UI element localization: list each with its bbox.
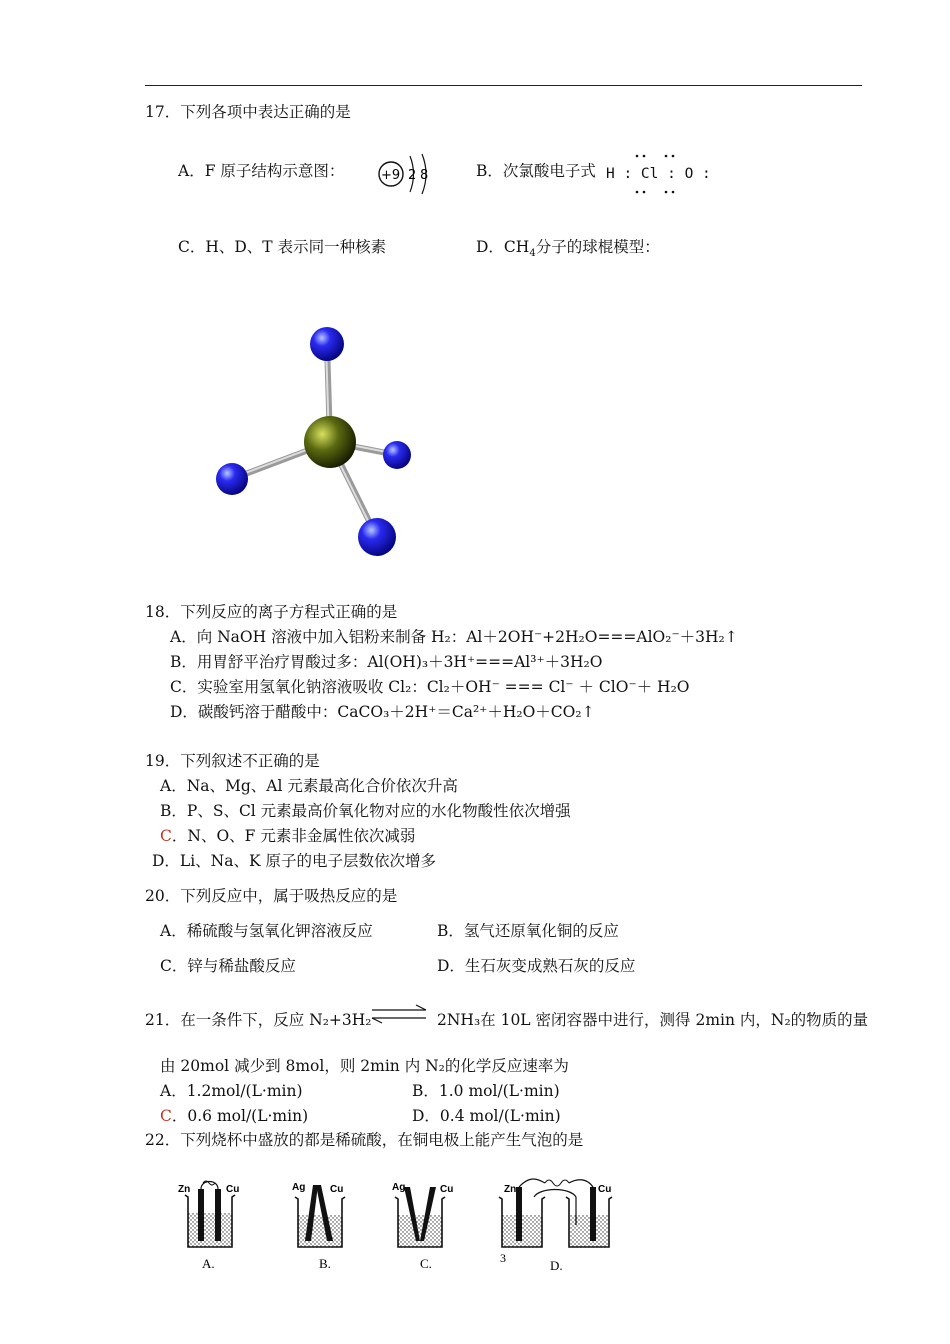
header-rule (145, 85, 862, 86)
page-number: 3 (500, 1251, 506, 1265)
electrode-label: Zn (178, 1184, 191, 1195)
hydrogen-atom (216, 463, 248, 495)
q21-stem-line2: 由 20mol 减少到 8mol，则 2min 内 N₂的化学反应速率为 (160, 1057, 569, 1075)
q20-option-c: C．锌与稀盐酸反应 (160, 957, 296, 975)
beaker-a (178, 1181, 239, 1271)
q21-option-b: B．1.0 mol/(L·min) (412, 1082, 560, 1100)
q19-option-d: D．Li、Na、K 原子的电子层数依次增多 (152, 852, 436, 870)
q19-option-c: C．N、O、F 元素非金属性依次减弱 (160, 827, 416, 845)
hydrogen-atom (383, 441, 411, 469)
q18-stem: 18．下列反应的离子方程式正确的是 (145, 603, 398, 621)
q22-stem: 22．下列烧杯中盛放的都是稀硫酸，在铜电极上能产生气泡的是 (145, 1131, 584, 1149)
hydrogen-atom (310, 327, 344, 361)
cu-electrode (590, 1187, 596, 1241)
shell-1-count: 2 (408, 168, 417, 183)
reversible-arrow-icon (368, 1003, 430, 1025)
q18-option-a: A．向 NaOH 溶液中加入铝粉来制备 H₂：Al＋2OH⁻+2H₂O===AlO₂⁻＋3H₂↑ (170, 628, 738, 646)
q17-option-a: A．F 原子结构示意图： (178, 162, 345, 180)
hclo-electron-formula: H : Cl : O : (606, 166, 711, 182)
q17-option-b: B．次氯酸电子式 (476, 162, 596, 180)
electrode-label: Cu (330, 1184, 344, 1195)
hydrogen-atom (358, 518, 396, 556)
ch4-ball-stick-model (205, 322, 430, 567)
carbon-atom (304, 416, 356, 468)
electrode-label: Cu (440, 1184, 454, 1195)
beaker-d (499, 1179, 612, 1273)
beaker-label: A. (202, 1256, 215, 1271)
q18-option-d: D．碳酸钙溶于醋酸中：CaCO₃＋2H⁺＝Ca²⁺＋H₂O＋CO₂↑ (170, 703, 595, 721)
beaker-b (292, 1182, 345, 1271)
electrode-label: Ag (392, 1182, 406, 1193)
q18-option-c: C．实验室用氢氧化钠溶液吸收 Cl₂：Cl₂＋OH⁻ === Cl⁻ ＋ ClO⁻＋ H₂O (170, 678, 690, 696)
beaker-label: C. (420, 1256, 432, 1271)
q19-option-b: B．P、S、Cl 元素最高价氧化物对应的水化物酸性依次增强 (160, 802, 571, 820)
q19-option-a: A．Na、Mg、Al 元素最高化合价依次升高 (160, 777, 458, 795)
beaker-label: D. (550, 1258, 563, 1273)
q21-stem-part1: 21．在一条件下，反应 N₂+3H₂ (145, 1011, 372, 1029)
q20-stem: 20．下列反应中，属于吸热反应的是 (145, 887, 398, 905)
shell-2-count: 8 (420, 168, 429, 183)
q21-answer-mark: C (160, 1107, 172, 1125)
cu-electrode (215, 1189, 221, 1241)
q21-option-d: D．0.4 mol/(L·min) (412, 1107, 561, 1125)
zn-electrode (198, 1189, 204, 1241)
electrode-label: Zn (504, 1184, 517, 1195)
q17-stem: 17．下列各项中表达正确的是 (145, 103, 351, 121)
q19-stem: 19．下列叙述不正确的是 (145, 752, 320, 770)
beaker-c (392, 1182, 453, 1271)
electron-dots (604, 152, 688, 198)
q20-option-b: B．氢气还原氧化铜的反应 (437, 922, 619, 940)
q21-option-c: C．0.6 mol/(L·min) (160, 1107, 309, 1125)
q21-stem-part2: 2NH₃在 10L 密闭容器中进行，测得 2min 内，N₂的物质的量 (437, 1011, 869, 1029)
electrode-label: Ag (292, 1182, 306, 1193)
zn-electrode (516, 1187, 522, 1241)
beaker-diagrams (170, 1175, 630, 1275)
q20-option-d: D．生石灰变成熟石灰的反应 (437, 957, 636, 975)
beaker-label: B. (319, 1256, 331, 1271)
electrode-label: Cu (598, 1184, 612, 1195)
q20-option-a: A．稀硫酸与氢氧化钾溶液反应 (160, 922, 373, 940)
q21-option-a: A．1.2mol/(L·min) (160, 1082, 303, 1100)
q18-option-b: B．用胃舒平治疗胃酸过多：Al(OH)₃＋3H⁺===Al³⁺＋3H₂O (170, 653, 603, 671)
fluorine-atom-diagram (375, 148, 435, 200)
electrode-label: Cu (226, 1184, 240, 1195)
q17-option-c: C．H、D、T 表示同一种核素 (178, 238, 387, 256)
nucleus-charge: +9 (381, 168, 401, 183)
q17-option-d: D．$CH_4$分子的球棍模型： (476, 238, 660, 260)
q19-answer-mark: C (160, 827, 172, 845)
